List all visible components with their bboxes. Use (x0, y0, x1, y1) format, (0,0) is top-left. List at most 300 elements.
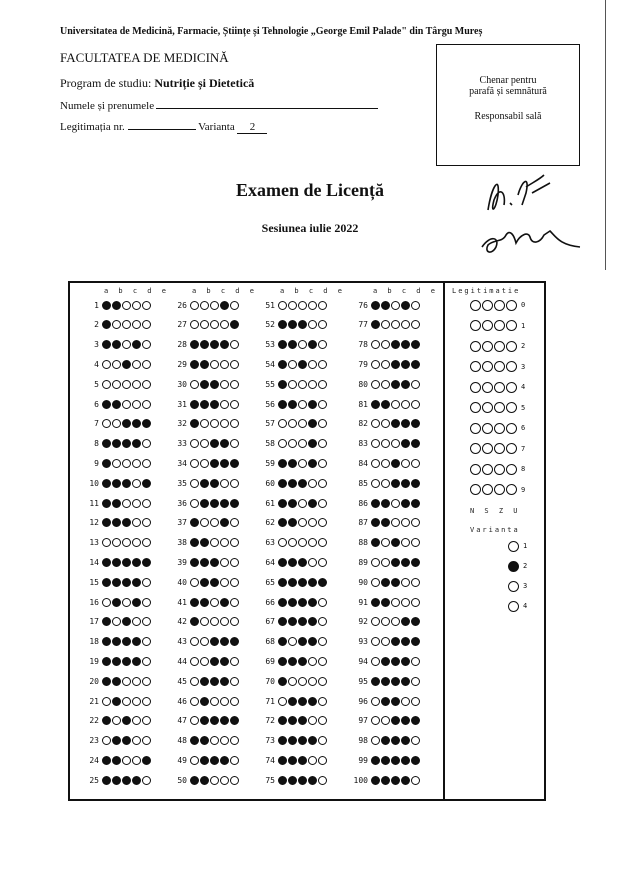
answer-bubble[interactable] (220, 677, 229, 686)
answer-bubble[interactable] (401, 617, 410, 626)
answer-bubble[interactable] (278, 439, 287, 448)
answer-bubble[interactable] (132, 776, 141, 785)
legit-bubble[interactable] (482, 320, 493, 331)
variant-bubble[interactable] (508, 601, 519, 612)
answer-bubble[interactable] (278, 320, 287, 329)
answer-bubble[interactable] (288, 301, 297, 310)
answer-bubble[interactable] (298, 716, 307, 725)
answer-bubble[interactable] (102, 697, 111, 706)
answer-bubble[interactable] (112, 499, 121, 508)
answer-bubble[interactable] (411, 637, 420, 646)
answer-bubble[interactable] (200, 578, 209, 587)
answer-bubble[interactable] (391, 479, 400, 488)
answer-bubble[interactable] (230, 518, 239, 527)
answer-bubble[interactable] (371, 360, 380, 369)
answer-bubble[interactable] (288, 400, 297, 409)
answer-bubble[interactable] (288, 518, 297, 527)
answer-bubble[interactable] (200, 716, 209, 725)
answer-bubble[interactable] (112, 776, 121, 785)
answer-bubble[interactable] (142, 439, 151, 448)
answer-bubble[interactable] (122, 400, 131, 409)
answer-bubble[interactable] (288, 598, 297, 607)
answer-bubble[interactable] (401, 518, 410, 527)
legit-bubble[interactable] (506, 443, 517, 454)
answer-bubble[interactable] (132, 340, 141, 349)
answer-bubble[interactable] (220, 776, 229, 785)
answer-bubble[interactable] (381, 756, 390, 765)
answer-bubble[interactable] (220, 617, 229, 626)
answer-bubble[interactable] (298, 578, 307, 587)
answer-bubble[interactable] (411, 419, 420, 428)
variant-bubble[interactable] (508, 561, 519, 572)
answer-bubble[interactable] (401, 360, 410, 369)
answer-bubble[interactable] (220, 400, 229, 409)
answer-bubble[interactable] (381, 697, 390, 706)
answer-bubble[interactable] (142, 697, 151, 706)
answer-bubble[interactable] (411, 617, 420, 626)
answer-bubble[interactable] (298, 320, 307, 329)
answer-bubble[interactable] (210, 301, 219, 310)
answer-bubble[interactable] (102, 736, 111, 745)
answer-bubble[interactable] (391, 538, 400, 547)
answer-bubble[interactable] (318, 360, 327, 369)
answer-bubble[interactable] (391, 637, 400, 646)
answer-bubble[interactable] (102, 776, 111, 785)
answer-bubble[interactable] (210, 400, 219, 409)
legit-bubble[interactable] (470, 382, 481, 393)
answer-bubble[interactable] (298, 479, 307, 488)
answer-bubble[interactable] (132, 419, 141, 428)
answer-bubble[interactable] (318, 736, 327, 745)
answer-bubble[interactable] (381, 736, 390, 745)
answer-bubble[interactable] (132, 459, 141, 468)
answer-bubble[interactable] (308, 736, 317, 745)
answer-bubble[interactable] (391, 598, 400, 607)
answer-bubble[interactable] (298, 301, 307, 310)
answer-bubble[interactable] (288, 320, 297, 329)
answer-bubble[interactable] (371, 380, 380, 389)
legit-bubble[interactable] (506, 423, 517, 434)
answer-bubble[interactable] (200, 479, 209, 488)
answer-bubble[interactable] (308, 400, 317, 409)
answer-bubble[interactable] (371, 419, 380, 428)
answer-bubble[interactable] (112, 578, 121, 587)
answer-bubble[interactable] (288, 736, 297, 745)
answer-bubble[interactable] (371, 518, 380, 527)
answer-bubble[interactable] (391, 697, 400, 706)
answer-bubble[interactable] (102, 439, 111, 448)
answer-bubble[interactable] (318, 340, 327, 349)
answer-bubble[interactable] (102, 499, 111, 508)
answer-bubble[interactable] (200, 776, 209, 785)
answer-bubble[interactable] (230, 617, 239, 626)
answer-bubble[interactable] (401, 736, 410, 745)
answer-bubble[interactable] (142, 657, 151, 666)
answer-bubble[interactable] (122, 518, 131, 527)
answer-bubble[interactable] (371, 736, 380, 745)
answer-bubble[interactable] (122, 657, 131, 666)
answer-bubble[interactable] (220, 716, 229, 725)
legit-bubble[interactable] (506, 361, 517, 372)
answer-bubble[interactable] (112, 637, 121, 646)
answer-bubble[interactable] (220, 419, 229, 428)
answer-bubble[interactable] (112, 400, 121, 409)
answer-bubble[interactable] (112, 459, 121, 468)
answer-bubble[interactable] (102, 301, 111, 310)
answer-bubble[interactable] (122, 637, 131, 646)
answer-bubble[interactable] (411, 558, 420, 567)
answer-bubble[interactable] (142, 340, 151, 349)
answer-bubble[interactable] (190, 301, 199, 310)
answer-bubble[interactable] (220, 538, 229, 547)
answer-bubble[interactable] (401, 716, 410, 725)
answer-bubble[interactable] (308, 380, 317, 389)
answer-bubble[interactable] (142, 578, 151, 587)
answer-bubble[interactable] (391, 301, 400, 310)
legit-bubble[interactable] (494, 300, 505, 311)
answer-bubble[interactable] (132, 400, 141, 409)
answer-bubble[interactable] (308, 320, 317, 329)
legit-bubble[interactable] (494, 443, 505, 454)
answer-bubble[interactable] (220, 578, 229, 587)
answer-bubble[interactable] (371, 716, 380, 725)
answer-bubble[interactable] (200, 617, 209, 626)
answer-bubble[interactable] (391, 459, 400, 468)
answer-bubble[interactable] (210, 340, 219, 349)
answer-bubble[interactable] (318, 697, 327, 706)
answer-bubble[interactable] (278, 637, 287, 646)
answer-bubble[interactable] (190, 736, 199, 745)
answer-bubble[interactable] (142, 776, 151, 785)
legit-bubble[interactable] (470, 402, 481, 413)
answer-bubble[interactable] (122, 340, 131, 349)
answer-bubble[interactable] (318, 320, 327, 329)
answer-bubble[interactable] (230, 657, 239, 666)
answer-bubble[interactable] (102, 459, 111, 468)
answer-bubble[interactable] (122, 756, 131, 765)
answer-bubble[interactable] (220, 459, 229, 468)
answer-bubble[interactable] (122, 479, 131, 488)
answer-bubble[interactable] (220, 499, 229, 508)
answer-bubble[interactable] (142, 598, 151, 607)
answer-bubble[interactable] (112, 479, 121, 488)
answer-bubble[interactable] (230, 538, 239, 547)
answer-bubble[interactable] (142, 380, 151, 389)
answer-bubble[interactable] (102, 637, 111, 646)
answer-bubble[interactable] (210, 657, 219, 666)
answer-bubble[interactable] (298, 439, 307, 448)
answer-bubble[interactable] (190, 716, 199, 725)
answer-bubble[interactable] (308, 598, 317, 607)
answer-bubble[interactable] (371, 558, 380, 567)
answer-bubble[interactable] (200, 756, 209, 765)
answer-bubble[interactable] (190, 518, 199, 527)
answer-bubble[interactable] (401, 538, 410, 547)
answer-bubble[interactable] (371, 776, 380, 785)
answer-bubble[interactable] (401, 637, 410, 646)
legit-bubble[interactable] (506, 341, 517, 352)
answer-bubble[interactable] (298, 538, 307, 547)
answer-bubble[interactable] (102, 716, 111, 725)
answer-bubble[interactable] (102, 400, 111, 409)
answer-bubble[interactable] (190, 380, 199, 389)
answer-bubble[interactable] (318, 776, 327, 785)
answer-bubble[interactable] (371, 598, 380, 607)
answer-bubble[interactable] (200, 419, 209, 428)
answer-bubble[interactable] (371, 538, 380, 547)
answer-bubble[interactable] (298, 677, 307, 686)
answer-bubble[interactable] (220, 340, 229, 349)
legit-bubble[interactable] (482, 300, 493, 311)
legit-bubble[interactable] (494, 423, 505, 434)
answer-bubble[interactable] (112, 697, 121, 706)
answer-bubble[interactable] (102, 479, 111, 488)
legit-bubble[interactable] (506, 484, 517, 495)
answer-bubble[interactable] (190, 479, 199, 488)
answer-bubble[interactable] (411, 578, 420, 587)
answer-bubble[interactable] (190, 776, 199, 785)
answer-bubble[interactable] (190, 499, 199, 508)
answer-bubble[interactable] (308, 340, 317, 349)
answer-bubble[interactable] (381, 360, 390, 369)
answer-bubble[interactable] (220, 518, 229, 527)
answer-bubble[interactable] (210, 776, 219, 785)
answer-bubble[interactable] (278, 598, 287, 607)
answer-bubble[interactable] (210, 538, 219, 547)
answer-bubble[interactable] (298, 400, 307, 409)
answer-bubble[interactable] (112, 340, 121, 349)
legit-bubble[interactable] (482, 443, 493, 454)
answer-bubble[interactable] (411, 697, 420, 706)
answer-bubble[interactable] (298, 736, 307, 745)
answer-bubble[interactable] (112, 558, 121, 567)
answer-bubble[interactable] (132, 578, 141, 587)
answer-bubble[interactable] (401, 400, 410, 409)
answer-bubble[interactable] (132, 518, 141, 527)
answer-bubble[interactable] (210, 360, 219, 369)
answer-bubble[interactable] (132, 380, 141, 389)
answer-bubble[interactable] (288, 499, 297, 508)
answer-bubble[interactable] (122, 301, 131, 310)
answer-bubble[interactable] (142, 419, 151, 428)
answer-bubble[interactable] (278, 518, 287, 527)
answer-bubble[interactable] (308, 360, 317, 369)
answer-bubble[interactable] (220, 558, 229, 567)
answer-bubble[interactable] (220, 360, 229, 369)
answer-bubble[interactable] (391, 716, 400, 725)
answer-bubble[interactable] (200, 598, 209, 607)
legit-bubble[interactable] (470, 484, 481, 495)
answer-bubble[interactable] (308, 617, 317, 626)
answer-bubble[interactable] (132, 598, 141, 607)
answer-bubble[interactable] (401, 657, 410, 666)
answer-bubble[interactable] (132, 657, 141, 666)
answer-bubble[interactable] (381, 578, 390, 587)
answer-bubble[interactable] (288, 637, 297, 646)
answer-bubble[interactable] (142, 320, 151, 329)
answer-bubble[interactable] (278, 558, 287, 567)
answer-bubble[interactable] (391, 657, 400, 666)
answer-bubble[interactable] (391, 419, 400, 428)
legit-bubble[interactable] (494, 382, 505, 393)
answer-bubble[interactable] (278, 736, 287, 745)
answer-bubble[interactable] (288, 380, 297, 389)
answer-bubble[interactable] (411, 320, 420, 329)
answer-bubble[interactable] (230, 677, 239, 686)
answer-bubble[interactable] (122, 439, 131, 448)
legit-bubble[interactable] (506, 300, 517, 311)
answer-bubble[interactable] (132, 637, 141, 646)
answer-bubble[interactable] (230, 360, 239, 369)
answer-bubble[interactable] (200, 697, 209, 706)
answer-bubble[interactable] (381, 617, 390, 626)
answer-bubble[interactable] (391, 776, 400, 785)
answer-bubble[interactable] (132, 439, 141, 448)
answer-bubble[interactable] (411, 776, 420, 785)
answer-bubble[interactable] (308, 578, 317, 587)
answer-bubble[interactable] (190, 657, 199, 666)
answer-bubble[interactable] (288, 756, 297, 765)
answer-bubble[interactable] (122, 598, 131, 607)
answer-bubble[interactable] (278, 538, 287, 547)
answer-bubble[interactable] (200, 320, 209, 329)
answer-bubble[interactable] (411, 499, 420, 508)
answer-bubble[interactable] (142, 558, 151, 567)
legit-bubble[interactable] (494, 320, 505, 331)
answer-bubble[interactable] (112, 439, 121, 448)
answer-bubble[interactable] (200, 677, 209, 686)
answer-bubble[interactable] (102, 598, 111, 607)
answer-bubble[interactable] (230, 756, 239, 765)
answer-bubble[interactable] (230, 697, 239, 706)
answer-bubble[interactable] (190, 617, 199, 626)
answer-bubble[interactable] (220, 479, 229, 488)
answer-bubble[interactable] (210, 637, 219, 646)
answer-bubble[interactable] (230, 439, 239, 448)
answer-bubble[interactable] (230, 499, 239, 508)
answer-bubble[interactable] (278, 776, 287, 785)
answer-bubble[interactable] (298, 380, 307, 389)
answer-bubble[interactable] (200, 400, 209, 409)
answer-bubble[interactable] (210, 380, 219, 389)
answer-bubble[interactable] (401, 499, 410, 508)
answer-bubble[interactable] (401, 301, 410, 310)
answer-bubble[interactable] (318, 617, 327, 626)
answer-bubble[interactable] (220, 598, 229, 607)
answer-bubble[interactable] (102, 360, 111, 369)
legit-bubble[interactable] (470, 443, 481, 454)
answer-bubble[interactable] (102, 617, 111, 626)
answer-bubble[interactable] (298, 558, 307, 567)
name-field[interactable] (156, 108, 378, 109)
answer-bubble[interactable] (288, 716, 297, 725)
answer-bubble[interactable] (381, 657, 390, 666)
answer-bubble[interactable] (220, 380, 229, 389)
answer-bubble[interactable] (278, 756, 287, 765)
answer-bubble[interactable] (122, 380, 131, 389)
answer-bubble[interactable] (381, 320, 390, 329)
answer-bubble[interactable] (371, 578, 380, 587)
answer-bubble[interactable] (318, 657, 327, 666)
answer-bubble[interactable] (298, 637, 307, 646)
answer-bubble[interactable] (142, 637, 151, 646)
answer-bubble[interactable] (112, 716, 121, 725)
answer-bubble[interactable] (288, 340, 297, 349)
answer-bubble[interactable] (411, 380, 420, 389)
answer-bubble[interactable] (308, 637, 317, 646)
answer-bubble[interactable] (190, 340, 199, 349)
answer-bubble[interactable] (200, 637, 209, 646)
answer-bubble[interactable] (298, 459, 307, 468)
answer-bubble[interactable] (401, 479, 410, 488)
legit-bubble[interactable] (482, 423, 493, 434)
answer-bubble[interactable] (190, 400, 199, 409)
answer-bubble[interactable] (132, 538, 141, 547)
answer-bubble[interactable] (298, 499, 307, 508)
answer-bubble[interactable] (142, 677, 151, 686)
answer-bubble[interactable] (401, 598, 410, 607)
answer-bubble[interactable] (112, 380, 121, 389)
answer-bubble[interactable] (112, 518, 121, 527)
answer-bubble[interactable] (381, 301, 390, 310)
answer-bubble[interactable] (190, 578, 199, 587)
answer-bubble[interactable] (288, 439, 297, 448)
answer-bubble[interactable] (288, 459, 297, 468)
answer-bubble[interactable] (142, 617, 151, 626)
answer-bubble[interactable] (288, 776, 297, 785)
answer-bubble[interactable] (220, 439, 229, 448)
answer-bubble[interactable] (298, 756, 307, 765)
answer-bubble[interactable] (200, 340, 209, 349)
answer-bubble[interactable] (230, 558, 239, 567)
answer-bubble[interactable] (122, 499, 131, 508)
answer-bubble[interactable] (391, 320, 400, 329)
answer-bubble[interactable] (318, 578, 327, 587)
legit-bubble[interactable] (506, 464, 517, 475)
answer-bubble[interactable] (381, 380, 390, 389)
answer-bubble[interactable] (308, 558, 317, 567)
answer-bubble[interactable] (200, 380, 209, 389)
answer-bubble[interactable] (102, 756, 111, 765)
answer-bubble[interactable] (371, 301, 380, 310)
answer-bubble[interactable] (391, 340, 400, 349)
answer-bubble[interactable] (318, 518, 327, 527)
answer-bubble[interactable] (220, 657, 229, 666)
answer-bubble[interactable] (318, 499, 327, 508)
answer-bubble[interactable] (210, 677, 219, 686)
legit-bubble[interactable] (482, 361, 493, 372)
answer-bubble[interactable] (318, 677, 327, 686)
answer-bubble[interactable] (112, 617, 121, 626)
answer-bubble[interactable] (122, 538, 131, 547)
answer-bubble[interactable] (298, 598, 307, 607)
answer-bubble[interactable] (411, 459, 420, 468)
answer-bubble[interactable] (142, 538, 151, 547)
answer-bubble[interactable] (102, 320, 111, 329)
answer-bubble[interactable] (288, 677, 297, 686)
answer-bubble[interactable] (200, 558, 209, 567)
answer-bubble[interactable] (391, 578, 400, 587)
answer-bubble[interactable] (102, 419, 111, 428)
answer-bubble[interactable] (142, 360, 151, 369)
answer-bubble[interactable] (308, 677, 317, 686)
answer-bubble[interactable] (142, 518, 151, 527)
answer-bubble[interactable] (200, 459, 209, 468)
answer-bubble[interactable] (371, 459, 380, 468)
answer-bubble[interactable] (318, 380, 327, 389)
answer-bubble[interactable] (308, 499, 317, 508)
answer-bubble[interactable] (112, 677, 121, 686)
